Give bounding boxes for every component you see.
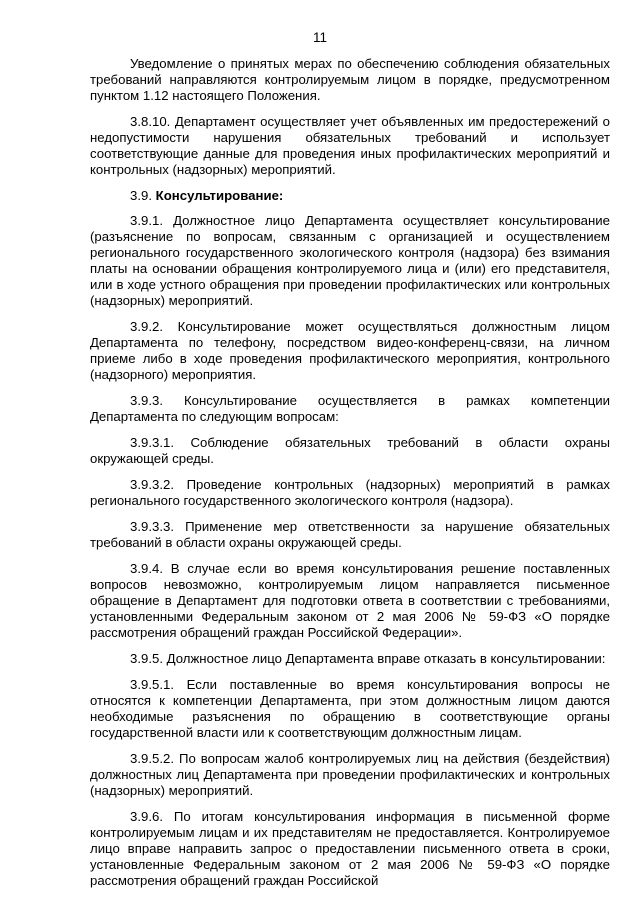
paragraph-3-9-3-2: 3.9.3.2. Проведение контрольных (надзорных) мероприятий в рамках регионального государственного экологического контроля (надзора). — [90, 477, 610, 508]
paragraph-3-9-5-1: 3.9.5.1. Если поставленные во время консультирования вопросы не относятся к компетенции Департамента, при этом должностным лицом даются необходимые разъяснения по обращению в соответствующие органы государственной власти или к соответствующим должностным лицам. — [90, 677, 610, 740]
paragraph-3-8-10: 3.8.10. Департамент осуществляет учет объявленных им предостережений о недопустимости нарушения обязательных требований и использует соответствующие данные для проведения иных профилактических мероприятий и контрольных (надзорных) мероприятий. — [90, 114, 610, 177]
section-heading-3-9 — [90, 188, 610, 204]
paragraph-notification: Уведомление о принятых мерах по обеспечению соблюдения обязательных требований направляются контролируемым лицом в порядке, предусмотренном пунктом 1.12 настоящего Положения. — [90, 56, 610, 103]
section-title: Консультирование: — [155, 188, 284, 203]
paragraph-3-9-6: 3.9.6. По итогам консультирования информация в письменной форме контролируемым лицам и их представителям не предоставляется. Контролируемое лицо вправе направить запрос о предоставлении письменного ответа в сроки, установленные Федеральным законом от 2 мая 2006 № 59-ФЗ «О порядке рассмотрения обращений граждан Российской — [90, 809, 610, 888]
paragraph-3-9-5: 3.9.5. Должностное лицо Департамента вправе отказать в консультировании: — [130, 651, 606, 666]
paragraph-3-9-4: 3.9.4. В случае если во время консультирования решение поставленных вопросов невозможно, контролируемым лицом направляется письменное обращение в Департамент для подготовки ответа в соответствии с требованиями, установленными Федеральным законом от 2 мая 2006 № 59-ФЗ «О порядке рассмотрения обращений граждан Российской Федерации». — [90, 561, 610, 640]
paragraph-3-9-1: 3.9.1. Должностное лицо Департамента осуществляет консультирование (разъяснение по вопросам, связанным с организацией и осуществлением регионального государственного экологического контроля (надзора) без взимания платы на основании обращения контролируемого лица и (или) его представителя, или в ходе устного обращения при проведении профилактических или контрольных (надзорных) мероприятий. — [90, 213, 610, 308]
paragraph-3-9-3: 3.9.3. Консультирование осуществляется в рамках компетенции Департамента по следующим вопросам: — [90, 393, 610, 424]
page-number: 11 — [312, 30, 327, 45]
paragraph-3-9-5-2: 3.9.5.2. По вопросам жалоб контролируемых лиц на действия (бездействия) должностных лиц Департамента при проведении профилактических и контрольных (надзорных) мероприятий. — [90, 751, 610, 798]
section-number: 3.9. — [130, 188, 156, 203]
paragraph-3-9-3-1: 3.9.3.1. Соблюдение обязательных требований в области охраны окружающей среды. — [90, 435, 610, 466]
paragraph-3-9-3-3: 3.9.3.3. Применение мер ответственности за нарушение обязательных требований в области охраны окружающей среды. — [90, 519, 610, 550]
document-body — [90, 56, 610, 889]
paragraph-3-9-2: 3.9.2. Консультирование может осуществляться должностным лицом Департамента по телефону, посредством видео-конференц-связи, на личном приеме либо в ходе проведения профилактического мероприятия, контрольного (надзорного) мероприятия. — [90, 319, 610, 382]
